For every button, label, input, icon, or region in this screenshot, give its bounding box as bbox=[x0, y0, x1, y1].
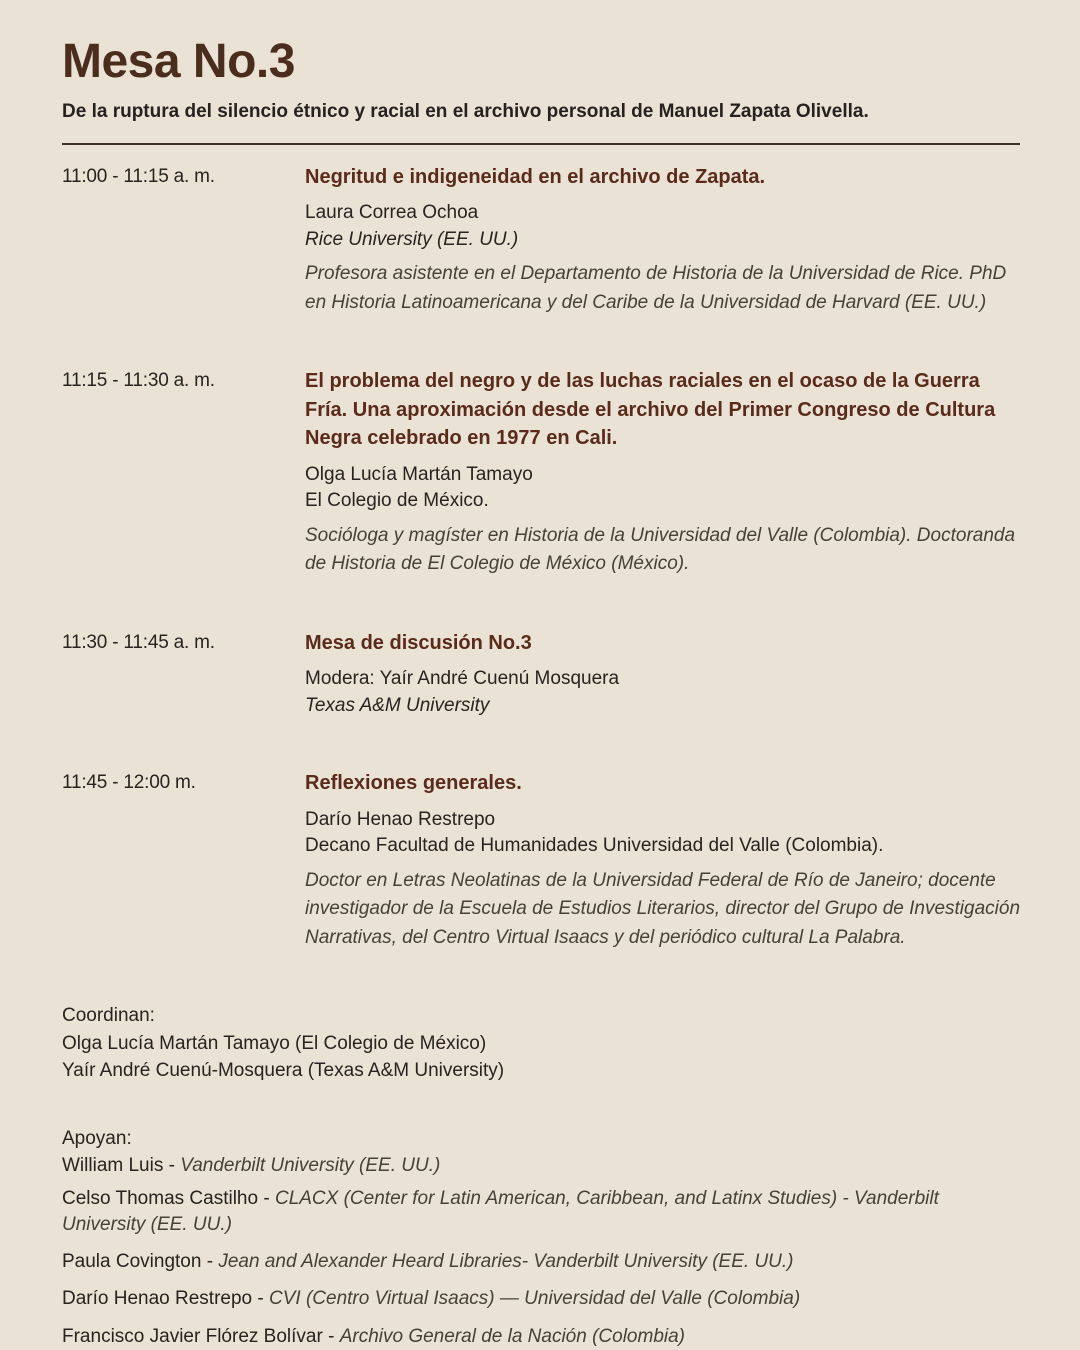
supporter-separator: - bbox=[163, 1154, 181, 1176]
supporters-heading: Apoyan: bbox=[62, 1128, 132, 1150]
session-row bbox=[62, 629, 1020, 720]
session-title: El problema del negro y de las luchas raciales en el ocaso de la Guerra Fría. Una aproximación desde el archivo del Primer Congreso de Cultura Negra celebrado en 1977 en Cali. bbox=[305, 370, 996, 450]
session-bio: Doctor en Letras Neolatinas de la Universidad Federal de Río de Janeiro; docente investigador de la Escuela de Estudios Literarios, director del Grupo de Investigación Narrativas, del Centro Virtual Isaacs y del periódico cultural La Palabra. bbox=[305, 869, 1021, 948]
session-time: 11:00 - 11:15 a. m. bbox=[62, 165, 215, 187]
coordinators-heading: Coordinan: bbox=[62, 1005, 155, 1027]
session-affiliation: El Colegio de México. bbox=[305, 490, 489, 512]
supporter-affiliation: Archivo General de la Nación (Colombia) bbox=[339, 1325, 686, 1347]
supporter-affiliation: CLACX (Center for Latin American, Caribbean, and Latinx Studies) - Vanderbilt University (EE. UU.) bbox=[62, 1187, 939, 1236]
session-content bbox=[305, 163, 1020, 318]
session-affiliation: Decano Facultad de Humanidades Universidad del Valle (Colombia). bbox=[305, 835, 884, 857]
supporter-name: Darío Henao Restrepo bbox=[62, 1288, 253, 1310]
session-bio: Profesora asistente en el Departamento de Historia de la Universidad de Rice. PhD en Historia Latinoamericana y del Caribe de la Universidad de Harvard (EE. UU.) bbox=[305, 263, 1007, 313]
session-content bbox=[305, 629, 1020, 720]
page-title: Mesa No.3 bbox=[62, 35, 295, 88]
supporter-name: William Luis bbox=[62, 1154, 164, 1176]
supporter-item bbox=[62, 1249, 992, 1275]
session-row bbox=[62, 163, 1020, 318]
supporter-separator: - bbox=[322, 1325, 340, 1347]
session-speaker: Darío Henao Restrepo bbox=[305, 808, 496, 830]
session-content bbox=[305, 367, 1020, 578]
session-time: 11:15 - 11:30 a. m. bbox=[62, 370, 215, 392]
session-bio: Socióloga y magíster en Historia de la Universidad del Valle (Colombia). Doctoranda de Historia de El Colegio de México (México). bbox=[305, 524, 1016, 575]
coordinators-section bbox=[62, 1002, 1020, 1085]
session-affiliation: Rice University (EE. UU.) bbox=[305, 228, 519, 250]
supporter-name: Paula Covington bbox=[62, 1251, 202, 1273]
supporter-name: Celso Thomas Castilho bbox=[62, 1187, 259, 1209]
supporter-separator: - bbox=[258, 1187, 275, 1209]
session-time: 11:30 - 11:45 a. m. bbox=[62, 631, 215, 653]
supporter-affiliation: Jean and Alexander Heard Libraries- Vanderbilt University (EE. UU.) bbox=[218, 1251, 794, 1273]
session-speaker: Olga Lucía Martán Tamayo bbox=[305, 463, 533, 485]
supporter-item bbox=[62, 1153, 992, 1179]
session-title: Mesa de discusión No.3 bbox=[305, 631, 532, 654]
supporter-separator: - bbox=[252, 1288, 269, 1310]
session-affiliation: Texas A&M University bbox=[305, 694, 490, 716]
divider bbox=[62, 143, 1020, 145]
session-title: Reflexiones generales. bbox=[305, 772, 522, 795]
supporter-item bbox=[62, 1286, 992, 1312]
session-title: Negritud e indigeneidad en el archivo de Zapata. bbox=[305, 165, 766, 188]
page-subtitle: De la ruptura del silencio étnico y racial en el archivo personal de Manuel Zapata Olivella. bbox=[62, 100, 869, 122]
session-row bbox=[62, 769, 1020, 952]
supporter-separator: - bbox=[201, 1251, 219, 1273]
session-row bbox=[62, 367, 1020, 578]
session-content bbox=[305, 769, 1020, 952]
supporter-affiliation: CVI (Centro Virtual Isaacs) — Universidad del Valle (Colombia) bbox=[269, 1288, 801, 1310]
session-time: 11:45 - 12:00 m. bbox=[62, 772, 196, 794]
session-speaker: Modera: Yaír André Cuenú Mosquera bbox=[305, 668, 620, 690]
supporter-item bbox=[62, 1324, 992, 1350]
supporter-item bbox=[62, 1186, 992, 1238]
session-list bbox=[62, 163, 1020, 953]
coordinator-item: Yaír André Cuenú-Mosquera (Texas A&M University) bbox=[62, 1060, 505, 1082]
supporters-section bbox=[62, 1125, 1020, 1350]
coordinator-item: Olga Lucía Martán Tamayo (El Colegio de México) bbox=[62, 1032, 487, 1054]
supporter-affiliation: Vanderbilt University (EE. UU.) bbox=[180, 1154, 441, 1176]
session-speaker: Laura Correa Ochoa bbox=[305, 202, 479, 224]
supporter-name: Francisco Javier Flórez Bolívar bbox=[62, 1325, 323, 1347]
